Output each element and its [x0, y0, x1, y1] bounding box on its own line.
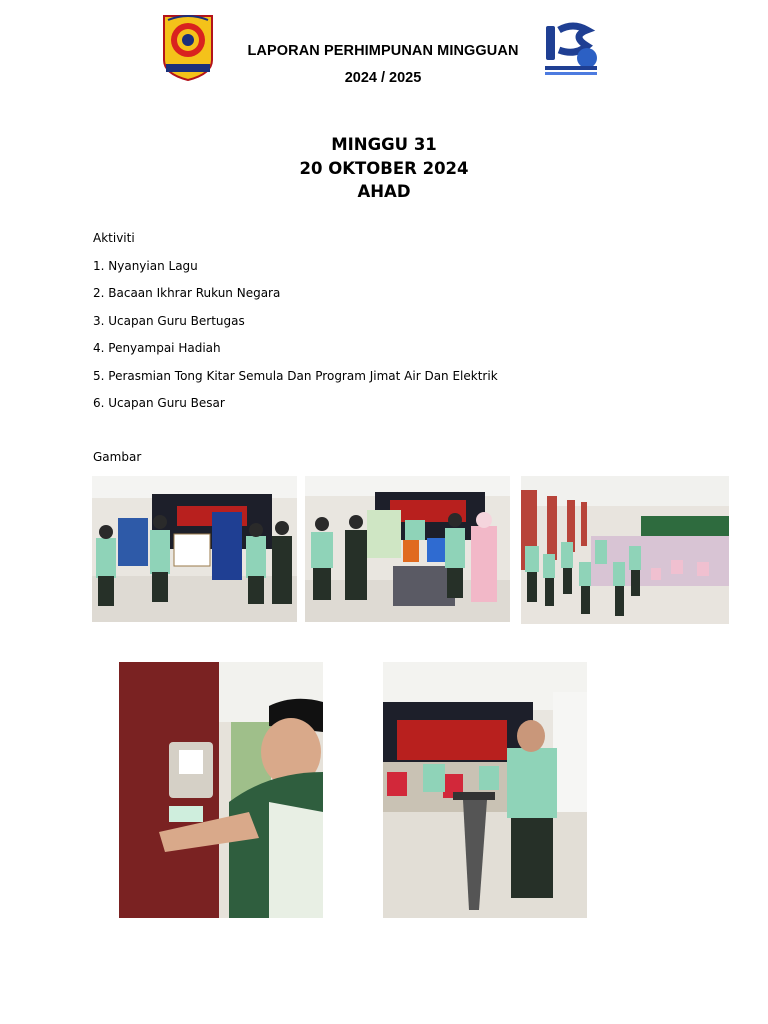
- photo-group-posters: [92, 476, 297, 622]
- anniversary-logo: [543, 20, 599, 78]
- list-item: 3. Ucapan Guru Bertugas: [93, 313, 245, 328]
- list-item: 1. Nyanyian Lagu: [93, 259, 198, 273]
- report-title: LAPORAN PERHIMPUNAN MINGGUAN: [247, 43, 519, 59]
- activities-label: Aktiviti: [93, 231, 135, 245]
- activity-list: [93, 258, 498, 422]
- report-year: 2024 / 2025: [344, 70, 422, 86]
- week-date: 20 OKTOBER 2024: [299, 158, 469, 178]
- week-day: AHAD: [357, 182, 411, 201]
- photo-switch-sticker: [119, 662, 323, 918]
- photo-speaker-podium: [383, 662, 587, 918]
- list-item: 6. Ucapan Guru Besar: [93, 395, 225, 410]
- list-item: 4. Penyampai Hadiah: [93, 341, 221, 356]
- photo-students-hall: [521, 476, 729, 624]
- week-number: MINGGU 31: [331, 135, 437, 154]
- school-logo: [160, 12, 216, 82]
- photos-label: Gambar: [93, 450, 142, 464]
- list-item: 5. Perasmian Tong Kitar Semula Dan Program Jimat Air Dan Elektrik: [93, 368, 498, 383]
- week-heading: [0, 133, 768, 204]
- photo-group-bins: [305, 476, 510, 622]
- list-item: 2. Bacaan Ikhrar Rukun Negara: [93, 286, 281, 301]
